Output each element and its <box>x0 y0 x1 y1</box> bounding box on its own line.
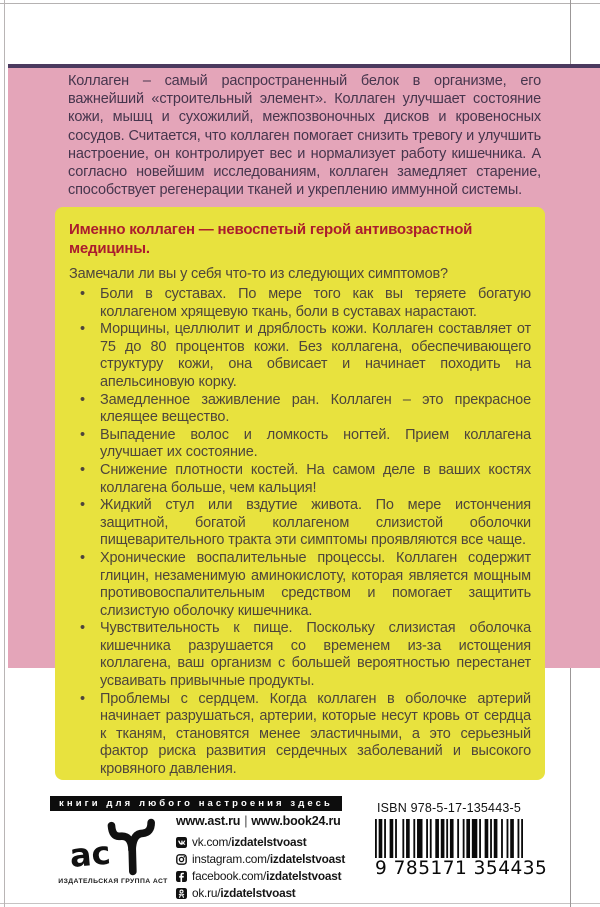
isbn-label: ISBN 978-5-17-135443-5 <box>376 801 522 815</box>
symptom-item: • Хронические воспалительные процессы. Коллаген содержит глицин, незаменимую аминокислоту, которая является мощным противовоспалительным средством и помогает защитить слизистую оболочку кишечника. <box>69 550 531 620</box>
symptoms-highlight-box <box>55 207 545 780</box>
social-row-vk <box>176 835 366 849</box>
isbn-block <box>371 801 548 879</box>
social-row-ok <box>176 886 366 900</box>
symptom-item: • Проблемы с сердцем. Когда коллаген в оболочке артерий начинает разрушаться, артерии, которые несут кровь от сердца к тканям, становятся менее эластичными, а это серьезный фактор риска развития сердечных заболеваний и высокого кровяного давления. <box>69 691 531 779</box>
symptom-item: • Снижение плотности костей. На самом деле в ваших костях коллагена больше, чем кальция! <box>69 462 531 497</box>
intro-paragraph: Коллаген – самый распространенный белок в организме, его важнейший «строительный элемент». Коллаген улучшает состояние кожи, мышц и сухожилий, межпозвоночных дисков и кровеносных сосудов. Считается, что коллаген помогает снизить тревогу и улучшить настроение, он контролирует вес и нормализует работу кишечника. А согласно новейшим исследованиям, коллаген замедляет старение, способствует регенерации тканей и укреплению иммунной системы. <box>68 73 541 199</box>
trim-mark-bottom <box>0 903 600 904</box>
instagram-icon <box>176 854 187 865</box>
websites-line <box>176 814 366 828</box>
highlight-heading: Именно коллаген — невоспетый герой антивозрастной медицины. <box>69 221 473 257</box>
slogan-bar <box>50 796 342 811</box>
social-row-facebook <box>176 869 366 883</box>
symptom-item: • Морщины, целлюлит и дряблость кожи. Коллаген составляет от 75 до 80 процентов кожи. Без коллагена, обеспечивающего структуру кожи, она обвисает и начинает походить на апельсиновую корку. <box>69 321 531 391</box>
social-link-vk: vk.com/izdatelstvoast <box>192 835 307 849</box>
publisher-caption: ИЗДАТЕЛЬСКАЯ ГРУППА АСТ <box>58 878 168 885</box>
social-link-instagram: instagram.com/izdatelstvoast <box>192 852 346 866</box>
ok-icon <box>176 888 187 899</box>
symptom-item: • Замедленное заживление ран. Коллаген – это прекрасное клеящее вещество. <box>69 392 531 427</box>
trim-mark-top <box>0 3 600 4</box>
vk-icon <box>176 837 187 848</box>
barcode-bars <box>375 819 523 863</box>
symptom-item: • Жидкий стул или вздутие живота. По мере истончения защитной, богатой коллагеном слизистой оболочки пищеварительного тракта эти симптомы проявляются все чаще. <box>69 497 531 550</box>
symptom-item: • Чувствительность к пище. Поскольку слизистая оболочка кишечника разрушается со временем из-за истощения коллагена, ваш организм с большей вероятностью перестанет усваивать привычные продукты. <box>69 620 531 690</box>
symptom-list <box>69 286 531 779</box>
publisher-links <box>176 814 366 903</box>
website-book24: www.book24.ru <box>251 814 341 828</box>
facebook-icon <box>176 871 187 882</box>
symptom-item: • Боли в суставах. По мере того как вы теряете богатую коллагеном хрящевую ткань, боли в суставах нарастают. <box>69 286 531 321</box>
ean13-barcode <box>375 819 548 879</box>
svg-text:ас: ас <box>68 833 112 875</box>
social-row-instagram <box>176 852 366 866</box>
social-link-ok: ok.ru/izdatelstvoast <box>192 886 296 900</box>
websites-separator: | <box>244 814 248 828</box>
slogan-text: книги для любого настроения здесь <box>59 798 333 809</box>
social-link-facebook: facebook.com/izdatelstvoast <box>192 869 342 883</box>
symptom-item: • Выпадение волос и ломкость ногтей. Прием коллагена улучшает их состояние. <box>69 427 531 462</box>
website-ast: www.ast.ru <box>176 814 241 828</box>
barcode-digits: 9 785171 354435 <box>375 858 548 879</box>
symptoms-question: Замечали ли вы у себя что-то из следующих симптомов? <box>69 266 448 282</box>
ast-logo <box>67 818 159 876</box>
trim-mark-left <box>4 0 5 907</box>
publisher-logo-block <box>52 818 174 885</box>
